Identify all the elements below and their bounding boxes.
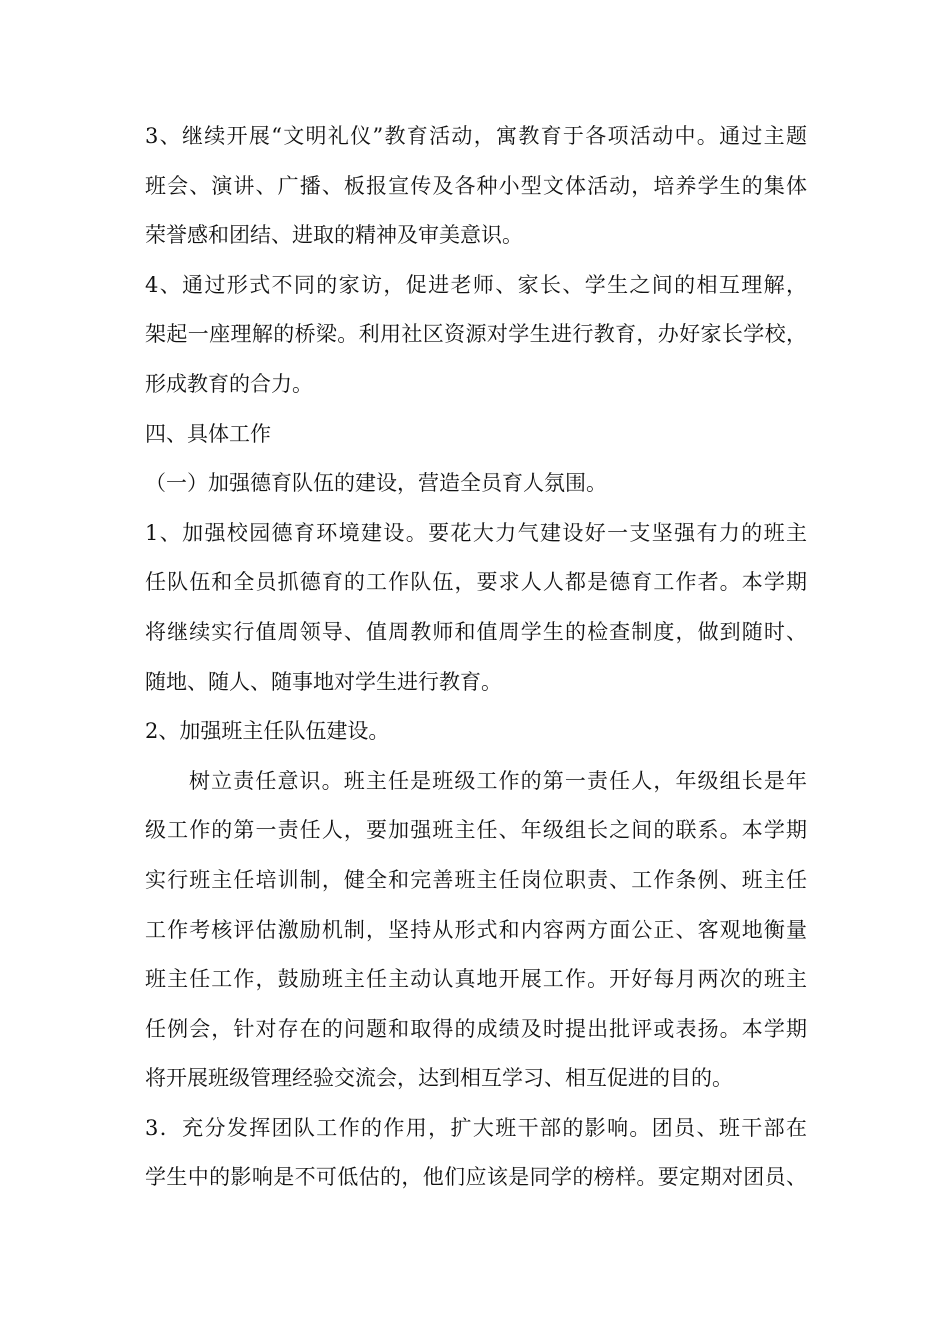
- text-line: 班会、演讲、广播、板报宣传及各种小型文体活动，培养学生的集体: [145, 173, 807, 198]
- section-heading: 四、具体工作: [145, 421, 271, 446]
- text-line: 将继续实行值周领导、值周教师和值周学生的检查制度，做到随时、: [145, 619, 807, 644]
- text-line: 任队伍和全员抓德育的工作队伍，要求人人都是德育工作者。本学期: [145, 570, 807, 595]
- subsection-heading: （一）加强德育队伍的建设，营造全员育人氛围。: [145, 471, 607, 496]
- text-line: 将开展班级管理经验交流会，达到相互学习、相互促进的目的。: [145, 1066, 733, 1091]
- text-line: 4、通过形式不同的家访，促进老师、家长、学生之间的相互理解，: [145, 272, 807, 297]
- text-line: 实行班主任培训制，健全和完善班主任岗位职责、工作条例、班主任: [145, 867, 807, 892]
- text-line: 荣誉感和团结、进取的精神及审美意识。: [145, 223, 523, 248]
- text-line: 级工作的第一责任人，要加强班主任、年级组长之间的联系。本学期: [145, 818, 807, 843]
- text-line: 树立责任意识。班主任是班级工作的第一责任人，年级组长是年: [189, 768, 807, 793]
- text-line: 2、加强班主任队伍建设。: [145, 719, 390, 744]
- text-line: 学生中的影响是不可低估的，他们应该是同学的榜样。要定期对团员、: [145, 1165, 807, 1190]
- text-line: 随地、随人、随事地对学生进行教育。: [145, 669, 502, 694]
- text-line: 架起一座理解的桥梁。利用社区资源对学生进行教育，办好家长学校，: [145, 322, 807, 347]
- text-line: 工作考核评估激励机制，坚持从形式和内容两方面公正、客观地衡量: [145, 917, 807, 942]
- text-line: 形成教育的合力。: [145, 371, 313, 396]
- document-body: [145, 112, 807, 1203]
- text-line: 1、加强校园德育环境建设。要花大力气建设好一支坚强有力的班主: [145, 520, 807, 545]
- text-line: 3、继续开展“文明礼仪”教育活动，寓教育于各项活动中。通过主题: [145, 124, 807, 148]
- text-line: 任例会，针对存在的问题和取得的成绩及时提出批评或表扬。本学期: [145, 1016, 807, 1041]
- text-line: 班主任工作，鼓励班主任主动认真地开展工作。开好每月两次的班主: [145, 967, 807, 992]
- text-line: 3．充分发挥团队工作的作用，扩大班干部的影响。团员、班干部在: [145, 1115, 807, 1140]
